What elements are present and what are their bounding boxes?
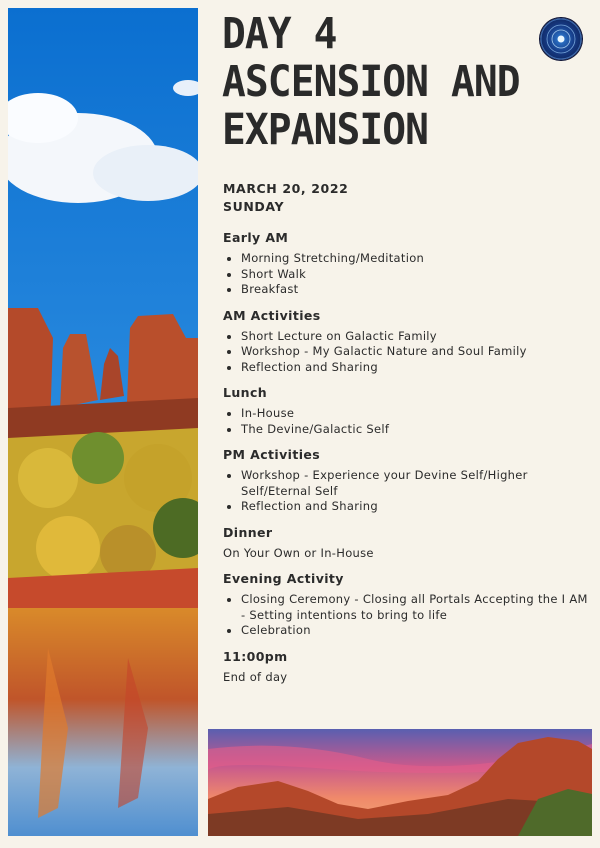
list-item: • Closing Ceremony - Closing all Portals Accepting the I AM - Setting intentions to bring to life [241, 592, 588, 623]
list-item: • Breakfast [241, 282, 588, 298]
section-end-time [223, 649, 588, 686]
section-heading: AM Activities [223, 307, 321, 323]
page-title [222, 9, 520, 155]
section-heading: 11:00pm [223, 648, 288, 664]
galactic-logo-icon [540, 18, 582, 60]
section-lunch [223, 385, 588, 437]
list-item: • Workshop - Experience your Devine Self/Higher Self/Eternal Self [241, 468, 588, 499]
section-heading: Evening Activity [223, 571, 344, 586]
list-item: • In-House [241, 406, 588, 422]
event-date: MARCH 20, 2022 [223, 181, 349, 196]
title-line-3: EXPANSION [222, 105, 429, 155]
section-dinner [223, 525, 588, 562]
red-rock-landscape-photo [8, 8, 198, 836]
section-pm-activities [223, 447, 588, 515]
date-block [223, 180, 588, 216]
list-item: • Morning Stretching/Meditation [241, 251, 588, 267]
list-item: • Workshop - My Galactic Nature and Soul Family [241, 344, 588, 360]
section-early-am [223, 230, 588, 298]
title-line-2: ASCENSION AND [222, 57, 520, 107]
schedule-content [223, 180, 588, 695]
sunset-mesa-photo [208, 729, 592, 836]
section-evening-activity [223, 571, 588, 639]
section-heading: Early AM [223, 230, 289, 245]
section-text: On Your Own or In-House [223, 545, 374, 560]
section-text: End of day [223, 669, 288, 684]
section-am-activities [223, 308, 588, 376]
event-weekday: SUNDAY [223, 199, 285, 214]
list-item: • Reflection and Sharing [241, 360, 588, 376]
title-line-1: DAY 4 [222, 9, 337, 59]
list-item: • Short Lecture on Galactic Family [241, 329, 588, 345]
list-item: • Reflection and Sharing [241, 499, 588, 515]
section-heading: Lunch [223, 385, 268, 400]
list-item: • The Devine/Galactic Self [241, 422, 588, 438]
section-heading: Dinner [223, 524, 273, 540]
list-item: • Short Walk [241, 267, 588, 283]
section-heading: PM Activities [223, 447, 321, 462]
list-item: • Celebration [241, 623, 588, 639]
